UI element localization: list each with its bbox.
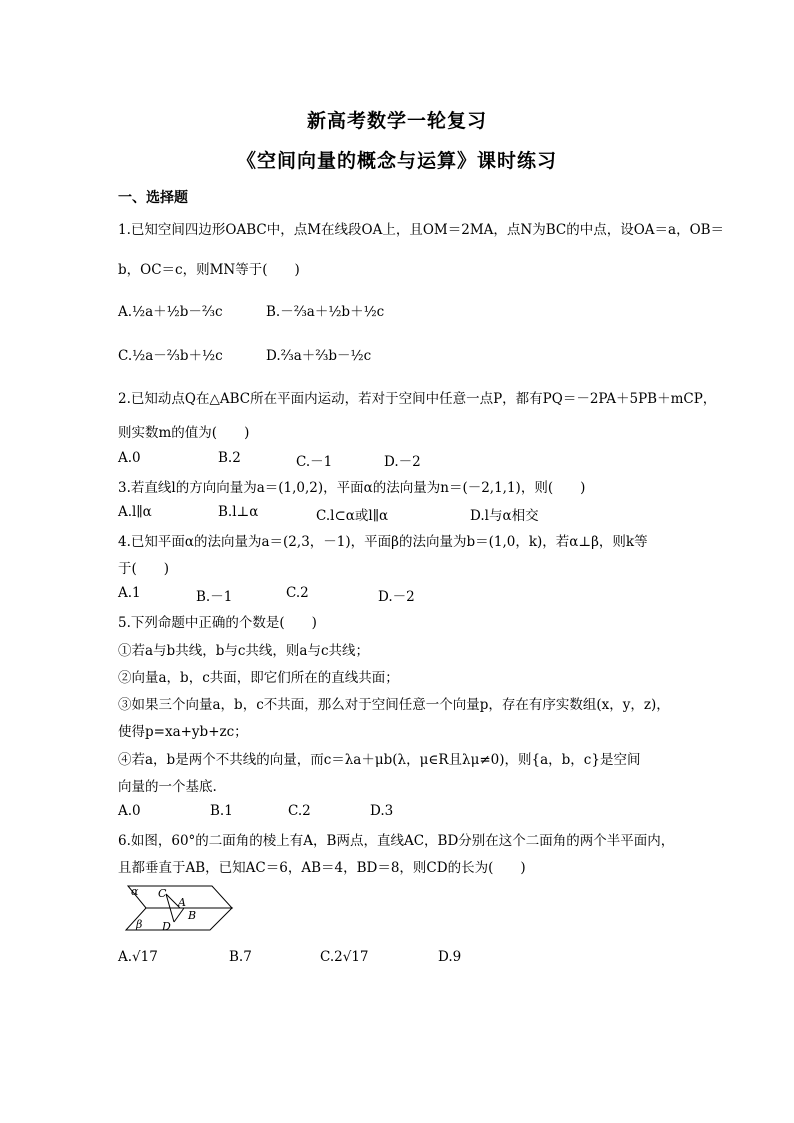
q4-stem-line2: 于( ) bbox=[118, 561, 170, 577]
q1-stem-line1: 1.已知空间四边形OABC中，点M在线段OA上，且OM＝2MA，点N为BC的中点，设OA＝a，OB＝ bbox=[118, 222, 725, 238]
document-subtitle: 《空间向量的概念与运算》课时练习 bbox=[236, 150, 557, 172]
label-d: D bbox=[162, 920, 171, 933]
q3-option-d: D.l与α相交 bbox=[470, 508, 539, 524]
q5-statement-2: ②向量a，b，c共面，即它们所在的直线共面； bbox=[118, 670, 399, 686]
label-beta: β bbox=[136, 918, 143, 931]
q5-option-d: D.3 bbox=[370, 803, 394, 819]
document-title: 新高考数学一轮复习 bbox=[306, 110, 487, 132]
q6-option-b: B.7 bbox=[229, 949, 252, 965]
label-alpha: α bbox=[131, 885, 139, 898]
dihedral-angle-figure bbox=[122, 884, 234, 936]
q2-option-a: A.0 bbox=[118, 450, 141, 466]
q5-stem-line1: 5.下列命题中正确的个数是( ) bbox=[118, 615, 317, 631]
q5-option-c: C.2 bbox=[288, 803, 311, 819]
q2-option-c: C.－1 bbox=[296, 454, 333, 470]
q6-stem-line1: 6.如图，60°的二面角的棱上有A，B两点，直线AC，BD分别在这个二面角的两个半平面内， bbox=[118, 833, 675, 849]
q6-stem-line2: 且都垂直于AB，已知AC＝6，AB＝4，BD＝8，则CD的长为( ) bbox=[118, 860, 526, 876]
q4-option-a: A.1 bbox=[118, 585, 141, 601]
q2-stem-line1: 2.已知动点Q在△ABC所在平面内运动，若对于空间中任意一点P，都有PQ＝－2PA＋5PB＋mCP， bbox=[118, 391, 717, 407]
segment-bd bbox=[174, 908, 184, 922]
q1-option-a: A.½a＋½b－⅔c bbox=[118, 304, 223, 320]
q4-stem-line1: 4.已知平面α的法向量为a＝(2,3，－1)，平面β的法向量为b＝(1,0，k)，若α⊥β，则k等 bbox=[118, 534, 648, 550]
q6-option-a: A.√17 bbox=[118, 949, 158, 965]
q3-option-b: B.l⊥α bbox=[218, 504, 259, 520]
q4-option-d: D.－2 bbox=[378, 589, 415, 605]
label-a: A bbox=[178, 896, 186, 909]
q5-statement-4b: 向量的一个基底. bbox=[118, 779, 217, 795]
label-b: B bbox=[188, 909, 197, 922]
q5-statement-4a: ④若a，b是两个不共线的向量，而c＝λa＋μb(λ，μ∈R且λμ≠0)，则{a，b，c}是空间 bbox=[118, 752, 641, 768]
q1-option-b: B.－⅔a＋½b＋½c bbox=[266, 304, 385, 320]
q2-option-b: B.2 bbox=[218, 450, 241, 466]
q5-option-a: A.0 bbox=[118, 803, 141, 819]
section-heading: 一、选择题 bbox=[118, 190, 188, 206]
q4-option-c: C.2 bbox=[286, 585, 309, 601]
q3-option-c: C.l⊂α或l∥α bbox=[316, 508, 389, 524]
q2-stem-line2: 则实数m的值为( ) bbox=[118, 425, 250, 441]
q1-option-d: D.⅔a＋⅔b－½c bbox=[266, 348, 372, 364]
q3-stem-line1: 3.若直线l的方向向量为a＝(1,0,2)，平面α的法向量为n＝(－2,1,1)，则( ) bbox=[118, 480, 586, 496]
q5-statement-3a: ③如果三个向量a，b，c不共面，那么对于空间任意一个向量p，存在有序实数组(x，y，z)， bbox=[118, 697, 670, 713]
q1-stem-line2: b，OC＝c，则MN等于( ) bbox=[118, 262, 300, 278]
q5-statement-3b: 使得p=xa+yb+zc； bbox=[118, 724, 248, 740]
q6-option-d: D.9 bbox=[438, 949, 462, 965]
label-c: C bbox=[158, 887, 167, 900]
q2-option-d: D.－2 bbox=[384, 454, 421, 470]
q6-option-c: C.2√17 bbox=[320, 949, 369, 965]
q5-option-b: B.1 bbox=[210, 803, 233, 819]
q4-option-b: B.－1 bbox=[196, 589, 233, 605]
q5-statement-1: ①若a与b共线，b与c共线，则a与c共线； bbox=[118, 643, 370, 659]
q1-option-c: C.½a－⅔b＋½c bbox=[118, 348, 223, 364]
q3-option-a: A.l∥α bbox=[118, 504, 152, 520]
